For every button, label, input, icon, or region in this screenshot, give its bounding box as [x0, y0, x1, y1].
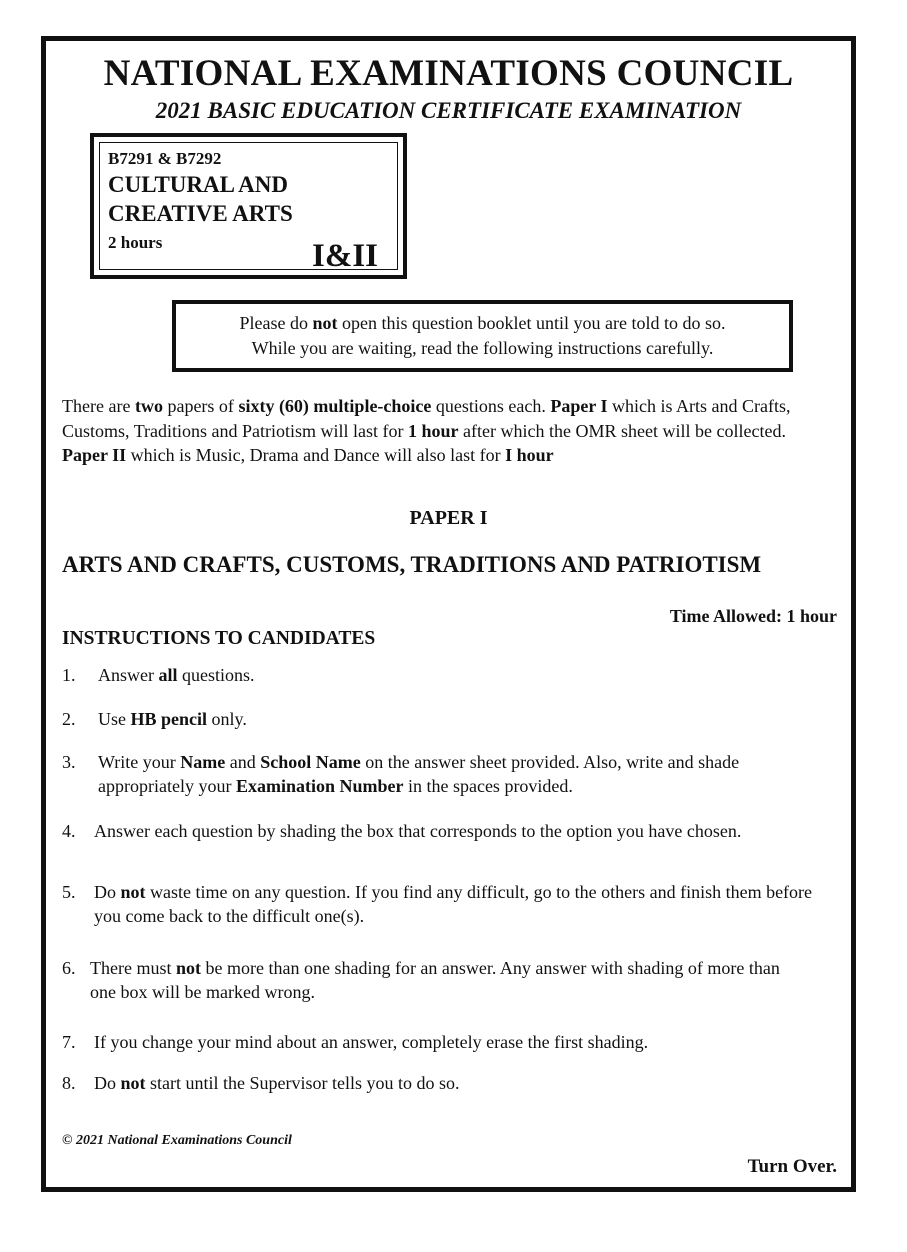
paper-numbers: I&II [312, 238, 379, 274]
instructions-heading: INSTRUCTIONS TO CANDIDATES [62, 628, 376, 649]
turn-over-label: Turn Over. [747, 1156, 837, 1177]
instruction-item: 3. Write your Name and School Name on the answer sheet provided. Also, write and shade appropriately your Examination Number in the spaces provided. [62, 752, 740, 796]
instruction-item: 8. Do not start until the Supervisor tells you to do so. [62, 1073, 460, 1093]
instruction-item: 5. Do not waste time on any question. If you find any difficult, go to the others and finish them before you come back to the difficult one(s). [62, 882, 813, 926]
council-title: NATIONAL EXAMINATIONS COUNCIL [103, 53, 794, 94]
subject-name-line2: CREATIVE ARTS [108, 201, 293, 226]
paper-codes: B7291 & B7292 [108, 149, 222, 168]
notice-box [172, 300, 793, 372]
exam-duration: 2 hours [108, 233, 163, 252]
copyright-notice: © 2021 National Examinations Council [62, 1133, 292, 1148]
paper-heading: PAPER I [409, 507, 488, 529]
instruction-item: 7. If you change your mind about an answer, completely erase the first shading. [62, 1032, 649, 1052]
instruction-item: 4. Answer each question by shading the box that corresponds to the option you have chosen. [62, 821, 742, 841]
notice-line2: While you are waiting, read the following instructions carefully. [251, 338, 714, 358]
section-heading: ARTS AND CRAFTS, CUSTOMS, TRADITIONS AND PATRIOTISM [62, 552, 762, 577]
subject-name-line1: CULTURAL AND [108, 172, 289, 197]
intro-paragraph: There are two papers of sixty (60) multiple-choice questions each. Paper I which is Arts and Crafts, Customs, Traditions and Patriotism will last for 1 hour after which the OMR sheet will be collected. Paper II which is Music, Drama and Dance will also last for I hour [62, 396, 791, 465]
time-allowed: Time Allowed: 1 hour [669, 606, 837, 626]
instruction-item: 6. There must not be more than one shading for an answer. Any answer with shading of more than one box will be marked wrong. [62, 958, 780, 1002]
instruction-item: 2. Use HB pencil only. [62, 709, 247, 729]
instruction-item: 1. Answer all questions. [62, 665, 255, 685]
notice-line1: Please do not open this question booklet until you are told to do so. [239, 313, 726, 333]
exam-subtitle: 2021 BASIC EDUCATION CERTIFICATE EXAMINATION [155, 98, 742, 123]
